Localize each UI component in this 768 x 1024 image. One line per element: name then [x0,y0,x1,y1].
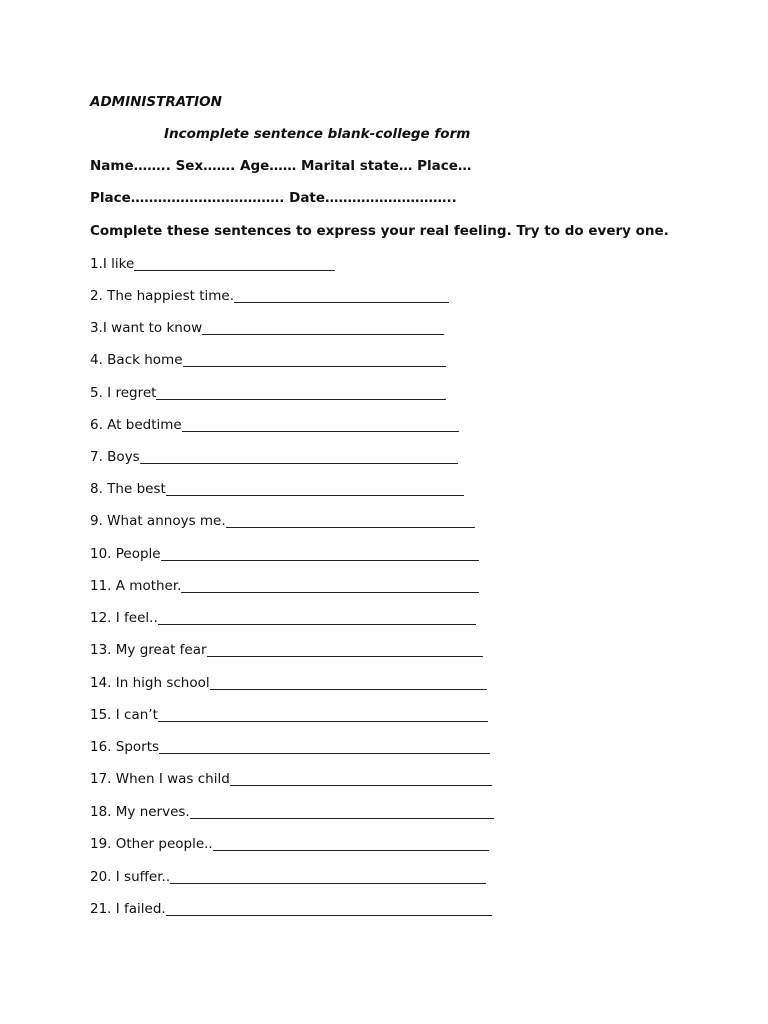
sentence-item [90,770,492,788]
answer-blank[interactable] [234,288,449,303]
sentence-stem: 13. My great fear [90,642,207,658]
sentence-item [90,674,487,692]
answer-blank[interactable] [166,901,492,916]
answer-blank[interactable] [156,385,446,400]
sentence-stem: 14. In high school [90,675,210,691]
answer-blank[interactable] [213,836,489,851]
sentence-item [90,545,479,563]
sentence-item [90,319,444,337]
sentence-stem: 4. Back home [90,352,183,368]
sentence-item [90,706,488,724]
sentence-stem: 1.I like [90,256,135,272]
sentence-stem: 2. The happiest time. [90,288,235,304]
sentence-stem: 12. I feel.. [90,610,158,626]
sentence-item [90,577,479,595]
section-heading: ADMINISTRATION [90,94,222,110]
answer-blank[interactable] [207,642,483,657]
answer-blank[interactable] [170,869,486,884]
sentence-item [90,803,494,821]
sentence-stem: 15. I can’t [90,707,158,723]
sentence-stem: 19. Other people.. [90,836,213,852]
sentence-item [90,835,489,853]
place-date-line: Place……………………………. Date……………………….. [90,190,457,206]
answer-blank[interactable] [158,707,488,722]
answer-blank[interactable] [210,675,487,690]
answer-blank[interactable] [190,804,494,819]
answer-blank[interactable] [140,449,458,464]
answer-blank[interactable] [181,578,479,593]
sentence-stem: 9. What annoys me. [90,513,226,529]
sentence-item [90,512,475,530]
sentence-stem: 20. I suffer.. [90,869,171,885]
sentence-stem: 21. I failed. [90,901,166,917]
answer-blank[interactable] [158,610,476,625]
sentence-stem: 11. A mother. [90,578,182,594]
answer-blank[interactable] [202,320,444,335]
answer-blank[interactable] [161,546,479,561]
answer-blank[interactable] [230,771,492,786]
sentence-item [90,480,464,498]
sentence-item [90,609,476,627]
sentence-stem: 17. When I was child [90,771,230,787]
sentence-stem: 6. At bedtime [90,417,182,433]
personal-info-line: Name…….. Sex……. Age…… Marital state… Place… [90,158,472,174]
sentence-stem: 10. People [90,546,161,562]
answer-blank[interactable] [159,739,490,754]
answer-blank[interactable] [134,256,335,271]
answer-blank[interactable] [226,513,475,528]
sentence-item [90,416,459,434]
sentence-item [90,287,449,305]
sentence-item [90,448,458,466]
sentence-item [90,900,492,918]
sentence-stem: 3.I want to know [90,320,203,336]
sentence-stem: 8. The best [90,481,166,497]
form-title: Incomplete sentence blank-college form [164,126,471,142]
sentence-stem: 16. Sports [90,739,160,755]
sentence-item [90,738,490,756]
answer-blank[interactable] [183,352,446,367]
sentence-item [90,868,486,886]
sentence-stem: 18. My nerves. [90,804,190,820]
instructions: Complete these sentences to express your real feeling. Try to do every one. [90,223,669,239]
sentence-item [90,351,446,369]
sentence-item [90,641,483,659]
sentence-stem: 5. I regret [90,385,157,401]
sentence-item [90,255,335,273]
sentence-stem: 7. Boys [90,449,140,465]
sentence-item [90,384,446,402]
answer-blank[interactable] [166,481,464,496]
answer-blank[interactable] [182,417,459,432]
